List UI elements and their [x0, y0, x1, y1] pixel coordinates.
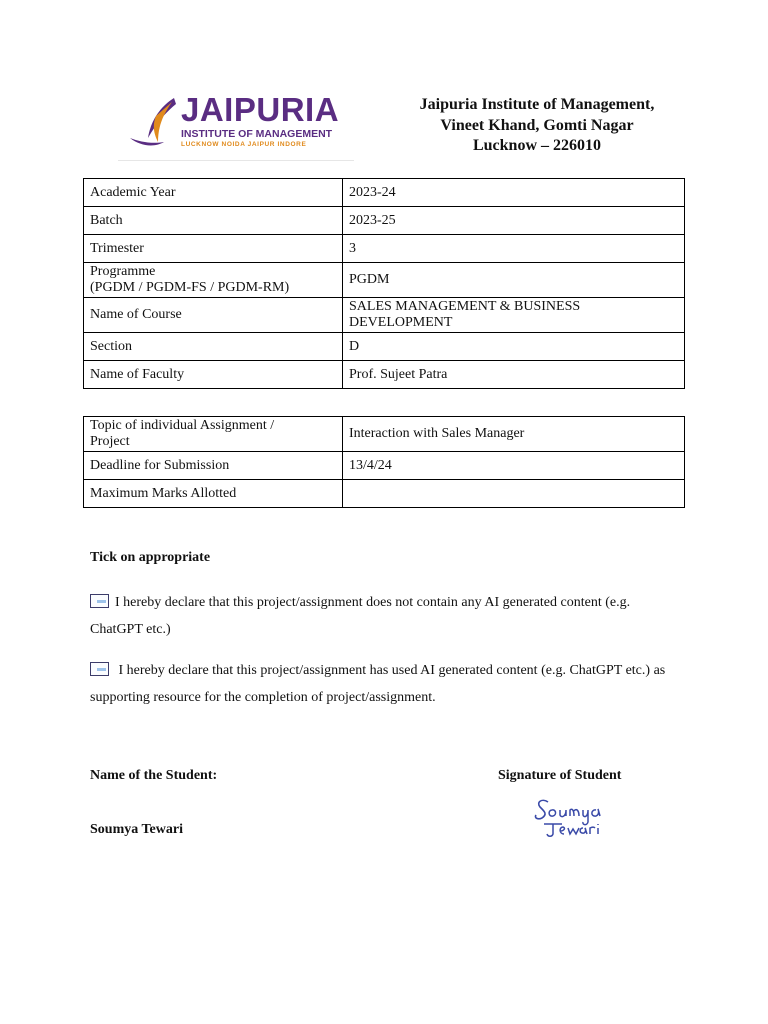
- topic-label-line-2: Project: [90, 434, 130, 449]
- faculty-value: Prof. Sujeet Patra: [343, 361, 685, 389]
- declaration-no-ai-text: I hereby declare that this project/assignment does not contain any AI generated content (e.g. ChatGPT etc.): [90, 595, 631, 637]
- batch-value: 2023-25: [343, 207, 685, 235]
- declaration-no-ai: [90, 589, 680, 643]
- tick-instruction: Tick on appropriate: [90, 550, 211, 565]
- address-line-2: Vineet Khand, Gomti Nagar: [440, 116, 634, 134]
- deadline-label: Deadline for Submission: [84, 452, 343, 480]
- topic-label-line-1: Topic of individual Assignment /: [90, 418, 275, 433]
- signature-drawing: [526, 792, 666, 842]
- programme-label: [84, 263, 343, 298]
- used-ai-checkbox[interactable]: [90, 662, 109, 676]
- institute-logo: [118, 88, 354, 161]
- student-name: Soumya Tewari: [90, 822, 183, 837]
- table-row: [84, 235, 685, 263]
- academic-year-value: 2023-24: [343, 179, 685, 207]
- table-row: [84, 361, 685, 389]
- table-row: [84, 179, 685, 207]
- signature-label: Signature of Student: [498, 768, 622, 783]
- course-details-table: [83, 178, 685, 389]
- logo-swoosh-icon: [128, 94, 180, 150]
- table-row: [84, 207, 685, 235]
- max-marks-value: [343, 480, 685, 508]
- institute-address: [392, 95, 682, 157]
- programme-value: PGDM: [343, 263, 685, 298]
- no-ai-checkbox[interactable]: [90, 594, 109, 608]
- declaration-used-ai: [90, 657, 680, 711]
- course-name-label: Name of Course: [84, 298, 343, 333]
- table-row: [84, 263, 685, 298]
- course-name-line-1: SALES MANAGEMENT & BUSINESS: [349, 299, 581, 314]
- table-row: [84, 452, 685, 480]
- student-name-label: Name of the Student:: [90, 768, 218, 783]
- programme-label-line-1: Programme: [90, 264, 156, 279]
- batch-label: Batch: [84, 207, 343, 235]
- logo-subtitle: INSTITUTE OF MANAGEMENT: [181, 128, 333, 140]
- deadline-value: 13/4/24: [343, 452, 685, 480]
- logo-wordmark: JAIPURIA: [181, 91, 340, 128]
- declaration-used-ai-text: I hereby declare that this project/assignment has used AI generated content (e.g. ChatGPT etc.) as supporting resource for the completion of project/assignment.: [90, 663, 666, 705]
- topic-value: Interaction with Sales Manager: [343, 417, 685, 452]
- trimester-label: Trimester: [84, 235, 343, 263]
- table-row: [84, 333, 685, 361]
- table-row: [84, 298, 685, 333]
- address-line-1: Jaipuria Institute of Management,: [419, 96, 655, 113]
- course-name-line-2: DEVELOPMENT: [349, 315, 453, 330]
- table-row: [84, 480, 685, 508]
- academic-year-label: Academic Year: [84, 179, 343, 207]
- table-row: [84, 417, 685, 452]
- programme-label-line-2: (PGDM / PGDM-FS / PGDM-RM): [90, 280, 290, 295]
- assignment-table: [83, 416, 685, 508]
- max-marks-label: Maximum Marks Allotted: [84, 480, 343, 508]
- student-signature: [526, 792, 666, 842]
- trimester-value: 3: [343, 235, 685, 263]
- section-value: D: [343, 333, 685, 361]
- topic-label: [84, 417, 343, 452]
- section-label: Section: [84, 333, 343, 361]
- faculty-label: Name of Faculty: [84, 361, 343, 389]
- course-name-value: [343, 298, 685, 333]
- address-line-3: Lucknow – 226010: [472, 137, 602, 154]
- logo-cities: LUCKNOW NOIDA JAIPUR INDORE: [181, 141, 307, 148]
